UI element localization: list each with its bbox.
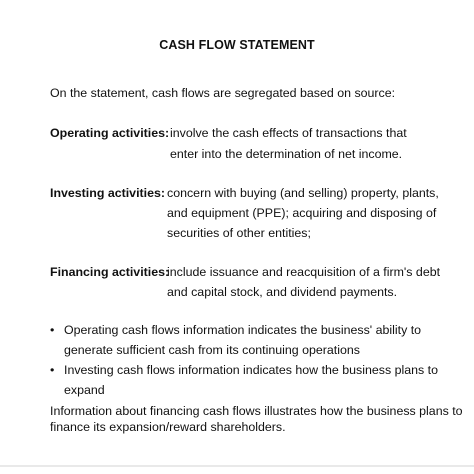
definition-investing-line-1: concern with buying (and selling) property, plants, — [167, 186, 439, 200]
bullet-1-line-1: Operating cash flows information indicates the business' ability to — [64, 323, 422, 337]
intro-text: On the statement, cash flows are segregated based on source: — [50, 86, 396, 100]
term-operating: Operating activities: — [50, 126, 170, 140]
page-bottom-edge — [0, 465, 474, 467]
document-title: CASH FLOW STATEMENT — [159, 38, 315, 52]
bullet-marker-1: • — [50, 323, 55, 337]
definition-investing-line-3: securities of other entities; — [167, 226, 311, 240]
bullet-2-line-1: Investing cash flows information indicates how the business plans to — [64, 363, 438, 377]
bullet-marker-2: • — [50, 363, 55, 377]
definition-operating-line-2: enter into the determination of net income. — [170, 147, 403, 161]
definition-operating-line-1: involve the cash effects of transactions that — [170, 126, 407, 140]
bullet-2-line-2: expand — [64, 383, 105, 397]
closing-line-1: Information about financing cash flows illustrates how the business plans to — [50, 404, 463, 418]
definition-financing-line-1: include issuance and reacquisition of a firm's debt — [167, 265, 441, 279]
definition-financing-line-2: and capital stock, and dividend payments. — [167, 285, 398, 299]
bullet-1-line-2: generate sufficient cash from its continuing operations — [64, 343, 360, 357]
term-financing: Financing activities: — [50, 265, 170, 279]
term-investing: Investing activities: — [50, 186, 165, 200]
closing-line-2: finance its expansion/reward shareholders. — [50, 420, 286, 434]
definition-investing-line-2: and equipment (PPE); acquiring and disposing of — [167, 206, 437, 220]
